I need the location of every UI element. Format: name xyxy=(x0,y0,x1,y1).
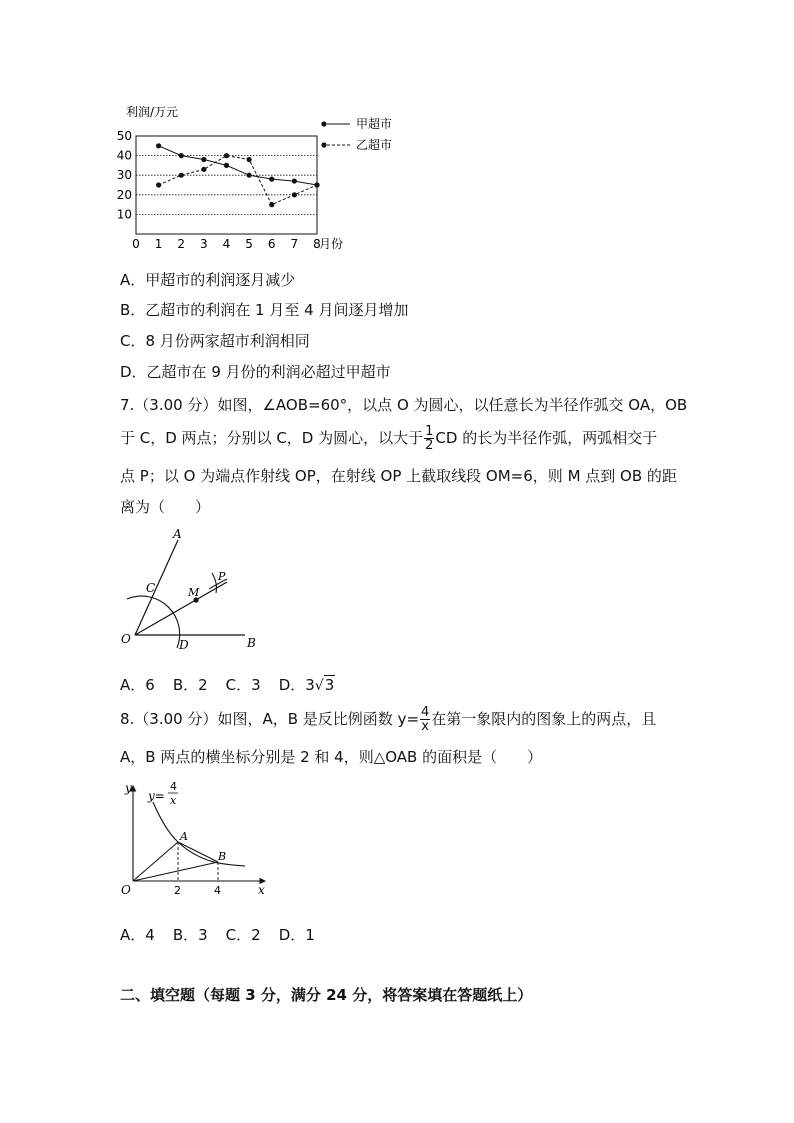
series-0-point-6 xyxy=(269,177,274,182)
y-axis-label: 利润/万元 xyxy=(126,105,179,119)
series-1-point-1 xyxy=(156,182,161,187)
q7-options xyxy=(120,675,335,696)
series-0-point-4 xyxy=(224,163,229,168)
segment-ob xyxy=(133,862,218,881)
profit-line-chart xyxy=(110,100,420,260)
label-b: B xyxy=(247,636,256,650)
series-1-point-3 xyxy=(201,167,206,172)
legend-label-1: 乙超市 xyxy=(356,138,393,152)
series-0-point-1 xyxy=(156,143,161,148)
series-1-point-2 xyxy=(179,173,184,178)
q7-fraction xyxy=(424,425,434,452)
q7-angle-figure xyxy=(115,525,275,655)
q8-line-1 xyxy=(120,706,656,733)
chart-axes xyxy=(136,136,317,234)
series-1-point-5 xyxy=(247,157,252,162)
xtick-label-5: 5 xyxy=(245,237,253,251)
q8-option-b: B．3 xyxy=(172,926,208,944)
q7-line-3: 点 P；以 O 为端点作射线 OP，在射线 OP 上截取线段 OM=6，则 M 点到 OB 的距 xyxy=(120,467,677,485)
q7-frac-den: 2 xyxy=(425,438,434,453)
segment-ab xyxy=(178,842,218,862)
q7-line-1: 7.（3.00 分）如图，∠AOB=60°，以点 O 为圆心，以任意长为半径作弧交 OA，OB xyxy=(120,396,688,414)
tick-2: 2 xyxy=(174,884,181,897)
q8-line-1-pre: 8.（3.00 分）如图，A，B 是反比例函数 y= xyxy=(120,710,420,728)
xtick-label-8: 8 xyxy=(313,237,321,251)
q7-line-2-pre: 于 C，D 两点；分别以 C，D 为圆心，以大于 xyxy=(120,429,424,447)
q7-line-4: 离为（ ） xyxy=(120,498,211,516)
arc-cd xyxy=(127,596,180,648)
series-1-point-8 xyxy=(314,182,319,187)
series-0-point-2 xyxy=(179,153,184,158)
q8-option-c: C．2 xyxy=(225,926,261,944)
label-o: O xyxy=(121,632,131,646)
ytick-label-40: 40 xyxy=(116,148,132,163)
xtick-label-1: 1 xyxy=(154,237,163,251)
section-2-heading: 二、填空题（每题 3 分，满分 24 分，将答案填在答题纸上） xyxy=(120,986,533,1004)
q8-line-1-post: 在第一象限内的图象上的两点，且 xyxy=(431,710,657,728)
segment-oa xyxy=(133,842,178,881)
ytick-label-10: 10 xyxy=(116,207,132,222)
xtick-label-6: 6 xyxy=(267,237,276,251)
series-0-point-5 xyxy=(247,173,252,178)
hyperbola-curve xyxy=(153,802,245,866)
label-a: A xyxy=(180,830,188,843)
chart-legend xyxy=(321,116,392,152)
xtick-label-7: 7 xyxy=(290,237,299,251)
q8-fraction xyxy=(420,706,430,733)
q6-option-b: B．乙超市的利润在 1 月至 4 月间逐月增加 xyxy=(120,301,409,319)
q7-option-d: D． xyxy=(278,676,306,694)
q6-option-a: A．甲超市的利润逐月减少 xyxy=(120,271,296,289)
series-1-point-4 xyxy=(224,153,229,158)
q8-frac-den: x xyxy=(421,719,429,734)
legend-label-0: 甲超市 xyxy=(356,117,393,131)
q7-option-c: C．3 xyxy=(225,676,261,694)
q8-line-2: A，B 两点的横坐标分别是 2 和 4，则△OAB 的面积是（ ） xyxy=(120,748,543,766)
label-y: y xyxy=(125,781,132,795)
ytick-label-50: 50 xyxy=(116,129,132,143)
q7-option-d-coef: 3 xyxy=(305,676,315,694)
ytick-label-30: 30 xyxy=(116,168,132,183)
q7-frac-num: 1 xyxy=(425,424,434,439)
q8-inverse-function-figure xyxy=(115,778,275,903)
chart-ticks xyxy=(117,104,343,251)
xtick-label-3: 3 xyxy=(200,237,208,251)
q7-option-a: A．6 xyxy=(120,676,155,694)
label-b: B xyxy=(218,850,227,863)
series-1-point-7 xyxy=(292,192,297,197)
xtick-label-0: 0 xyxy=(132,237,140,251)
label-m: M xyxy=(188,586,200,599)
series-0-point-3 xyxy=(201,157,206,162)
q8-frac-num: 4 xyxy=(421,705,430,720)
series-0-point-7 xyxy=(292,178,297,183)
ray-oa xyxy=(135,540,178,635)
q7-option-b: B．2 xyxy=(172,676,208,694)
q8-options xyxy=(120,925,315,945)
legend-marker-1 xyxy=(321,142,326,147)
xtick-label-2: 2 xyxy=(177,237,186,251)
legend-marker-0 xyxy=(321,121,326,126)
label-o: O xyxy=(121,883,131,897)
series-1-point-6 xyxy=(269,202,274,207)
plot-frame xyxy=(136,136,317,234)
q7-line-2-post: CD 的长为半径作弧，两弧相交于 xyxy=(435,429,658,447)
label-c: C xyxy=(146,581,156,595)
label-a: A xyxy=(173,527,182,541)
xtick-label-4: 4 xyxy=(222,237,231,251)
q7-line-2 xyxy=(120,425,657,452)
q7-option-d-radicand: 3 xyxy=(324,676,335,694)
q8-option-d: D．1 xyxy=(278,926,315,944)
label-d: D xyxy=(179,638,189,652)
function-label-num: 4 xyxy=(170,780,177,793)
q8-option-a: A．4 xyxy=(120,926,155,944)
sqrt-sign: √ xyxy=(314,678,324,694)
q6-option-c: C．8 月份两家超市利润相同 xyxy=(120,332,310,350)
function-label-pre: y= xyxy=(148,789,165,803)
x-axis-label: 月份 xyxy=(319,237,344,251)
label-p: P xyxy=(218,570,226,583)
ytick-label-20: 20 xyxy=(116,187,132,202)
q6-option-d: D．乙超市在 9 月份的利润必超过甲超市 xyxy=(120,363,391,381)
label-x: x xyxy=(258,883,265,897)
tick-4: 4 xyxy=(214,884,221,897)
function-label-den: x xyxy=(170,794,177,807)
